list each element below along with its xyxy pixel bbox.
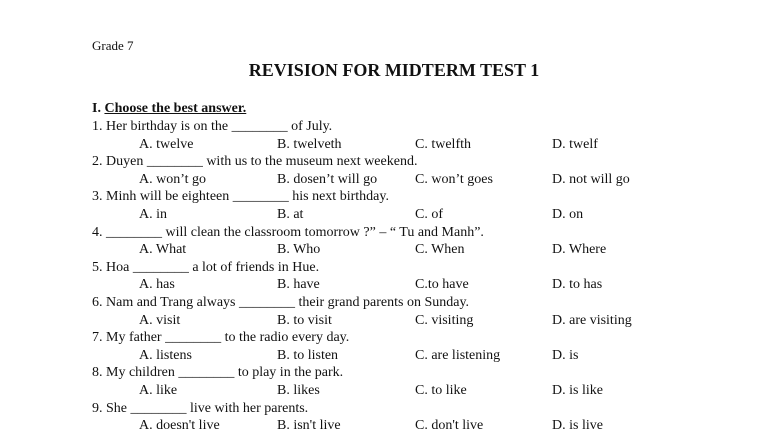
question-stem: 5. Hoa ________ a lot of friends in Hue. [92,259,320,275]
answer-options [92,382,772,400]
answer-options [92,312,772,330]
question-stem: 4. ________ will clean the classroom tomorrow ?” – “ Tu and Manh”. [92,224,484,240]
option-c: C. visiting [415,312,474,328]
option-c: C. twelfth [415,136,471,152]
option-d: D. is [552,347,579,363]
option-d: D. are visiting [552,312,632,328]
answer-options [92,276,772,294]
option-d: D. twelf [552,136,598,152]
option-d: D. is like [552,382,603,398]
option-c: C. When [415,242,465,258]
option-a: A. has [139,277,175,293]
option-c: C. don't live [415,418,484,434]
option-c: C. to like [415,382,467,398]
section-number: I. [92,101,101,116]
option-a: A. What [139,242,187,258]
option-d: D. Where [552,242,607,258]
option-a: A. doesn't live [139,418,220,434]
option-b: B. have [277,277,320,293]
option-d: D. to has [552,277,603,293]
option-c: C. won’t goes [415,171,493,187]
question-stem: 6. Nam and Trang always ________ their grand parents on Sunday. [92,294,470,310]
answer-options [92,417,772,435]
page-title: REVISION FOR MIDTERM TEST 1 [248,60,540,80]
answer-options [92,347,772,365]
answer-options [92,206,772,224]
option-a: A. visit [139,312,181,328]
option-b: B. to visit [277,312,332,328]
option-d: D. is live [552,418,603,434]
question-list [92,118,772,435]
option-d: D. on [552,206,584,222]
option-a: A. in [139,206,167,222]
question-stem: 8. My children ________ to play in the park. [92,365,344,381]
option-a: A. like [139,382,178,398]
section-title: Choose the best answer. [104,101,247,116]
option-b: B. at [277,206,304,222]
answer-options [92,136,772,154]
question-stem: 9. She ________ live with her parents. [92,400,309,416]
question-stem: 1. Her birthday is on the ________ of July. [92,119,333,134]
option-a: A. listens [139,347,192,363]
option-c: C. are listening [415,347,501,363]
option-b: B. Who [277,242,321,258]
option-a: A. twelve [139,136,194,152]
answer-options [92,241,772,259]
grade-label: Grade 7 [92,38,134,53]
option-b: B. twelveth [277,136,342,152]
option-b: B. dosen’t will go [277,171,378,187]
option-b: B. isn't live [277,418,341,434]
option-d: D. not will go [552,171,630,187]
option-c: C.to have [415,277,469,293]
option-b: B. to listen [277,347,339,363]
section-heading [92,101,246,117]
option-b: B. likes [277,382,320,398]
question-stem: 7. My father ________ to the radio every day. [92,330,350,346]
answer-options [92,171,772,189]
option-a: A. won’t go [139,171,207,187]
question-stem: 3. Minh will be eighteen ________ his next birthday. [92,189,389,205]
option-c: C. of [415,206,443,222]
question-stem: 2. Duyen ________ with us to the museum next weekend. [92,154,418,170]
